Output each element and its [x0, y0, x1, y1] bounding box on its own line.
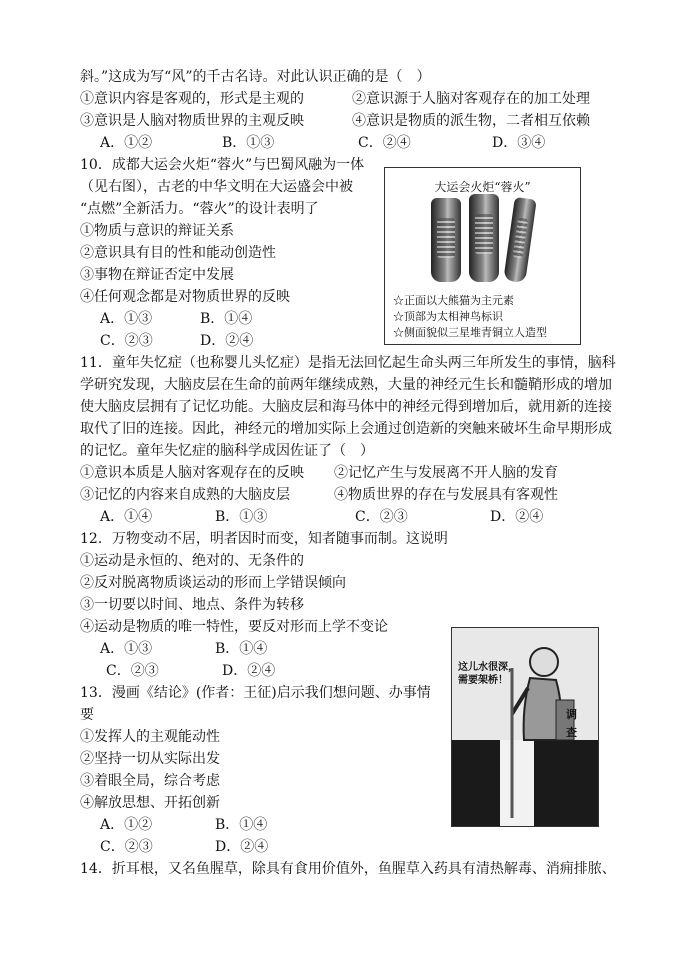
cartoon-speech-2: 需要架桥！ [458, 675, 508, 686]
text-line-4: ④意识是物质的派生物，二者相互依赖 [352, 113, 590, 129]
text-line-49: B．①④ [215, 817, 268, 833]
text-line-50: C．②③ [100, 839, 153, 855]
text-line-20: 11．童年失忆症（也称婴儿头忆症）是指无法回忆起生命头两三年所发生的事情，脑科 [80, 355, 616, 371]
torch-note-2: ☆顶部为太相神鸟标识 [393, 310, 503, 323]
torch-side-image [503, 197, 536, 283]
text-line-16: A．①③ [100, 311, 153, 327]
text-line-39: B．①④ [215, 641, 268, 657]
text-line-22: 使大脑皮层拥有了记忆功能。大脑皮层和海马体中的神经元得到增加后，就用新的连接 [80, 399, 612, 415]
text-line-0: 斜。”这成为写“风”的千古名诗。对此认识正确的是（ ） [80, 69, 431, 85]
text-line-48: A．①② [100, 817, 153, 833]
text-line-21: 学研究发现，大脑皮层在生命的前两年继续成熟，大量的神经元生长和髓鞘形成的增加 [80, 377, 612, 393]
text-line-43: 要 [80, 707, 94, 723]
text-line-25: ①意识本质是人脑对客观存在的反映 [80, 465, 304, 481]
text-line-12: ①物质与意识的辩证关系 [80, 223, 234, 239]
text-line-42: 13．漫画《结论》(作者：王征)启示我们想问题、办事情 [80, 685, 431, 701]
text-line-24: 的记忆。童年失忆症的脑科学成因佐证了（ ） [80, 443, 374, 459]
torch-figure [384, 167, 581, 345]
text-line-1: ①意识内容是客观的，形式是主观的 [80, 91, 304, 107]
torch-middle-image [469, 194, 499, 282]
torch-figure-title: 大运会火炬“蓉火” [434, 180, 531, 194]
text-line-46: ③着眼全局，综合考虑 [80, 773, 220, 789]
cartoon-label-2: 查 [566, 726, 577, 739]
text-line-38: A．①③ [100, 641, 153, 657]
text-line-8: D．③④ [492, 135, 546, 151]
text-line-19: D．②④ [200, 333, 254, 349]
text-line-3: ③意识是人脑对物质世界的主观反映 [80, 113, 304, 129]
text-line-23: 取代了旧的连接。因此，神经元的增加实际上会通过创造新的突触来破坏生命早期形成 [80, 421, 612, 437]
text-line-29: A．①④ [100, 509, 153, 525]
text-line-27: ③记忆的内容来自成熟的大脑皮层 [80, 487, 290, 503]
text-line-37: ④运动是物质的唯一特性，要反对形而上学不变论 [80, 619, 388, 635]
text-line-44: ①发挥人的主观能动性 [80, 729, 220, 745]
text-line-36: ③一切要以时间、地点、条件为转移 [80, 597, 304, 613]
torch-front-image [431, 198, 461, 282]
cartoon-speech-1: 这儿水很深， [458, 662, 518, 673]
text-line-40: C．②③ [106, 663, 159, 679]
text-line-10: （见右图），古老的中华文明在大运盛会中被 [80, 179, 353, 195]
torch-note-1: ☆正面以大熊猫为主元素 [393, 294, 514, 307]
text-line-7: C．②④ [358, 135, 411, 151]
text-line-47: ④解放思想、开拓创新 [80, 795, 220, 811]
text-line-41: D．②④ [222, 663, 276, 679]
torch-note-3: ☆侧面貌似三星堆青铜立人造型 [393, 326, 547, 339]
text-line-33: 12．万物变动不居，明者因时而变，知者随事而制。这说明 [80, 531, 448, 547]
text-line-35: ②反对脱离物质谈运动的形而上学错误倾向 [80, 575, 346, 591]
text-line-31: C．②③ [355, 509, 408, 525]
text-line-9: 10．成都大运会火炬“蓉火”与巴蜀风融为一体 [80, 157, 365, 173]
text-line-11: “点燃”全新活力。“蓉火”的设计表明了 [80, 201, 319, 217]
text-line-15: ④任何观念都是对物质世界的反映 [80, 289, 290, 305]
text-line-45: ②坚持一切从实际出发 [80, 751, 220, 767]
text-line-14: ③事物在辩证否定中发展 [80, 267, 234, 283]
text-line-2: ②意识源于人脑对客观存在的加工处理 [352, 91, 590, 107]
text-line-13: ②意识具有目的性和能动创造性 [80, 245, 276, 261]
cartoon-label-1: 调 [566, 708, 577, 721]
text-line-34: ①运动是永恒的、绝对的、无条件的 [80, 553, 304, 569]
text-line-51: D．②④ [215, 839, 269, 855]
text-line-26: ②记忆产生与发展离不开人脑的发育 [334, 465, 558, 481]
text-line-17: B．①④ [200, 311, 253, 327]
text-line-18: C．②③ [100, 333, 153, 349]
cartoon-figure [451, 627, 599, 827]
text-line-6: B．①③ [222, 135, 275, 151]
text-line-32: D．②④ [490, 509, 544, 525]
text-line-28: ④物质世界的存在与发展具有客观性 [334, 487, 558, 503]
text-line-5: A．①② [100, 135, 153, 151]
text-line-52: 14．折耳根，又名鱼腥草，除具有食用价值外，鱼腥草入药具有清热解毒、消痈排脓、 [80, 861, 616, 877]
text-line-30: B．①③ [215, 509, 268, 525]
